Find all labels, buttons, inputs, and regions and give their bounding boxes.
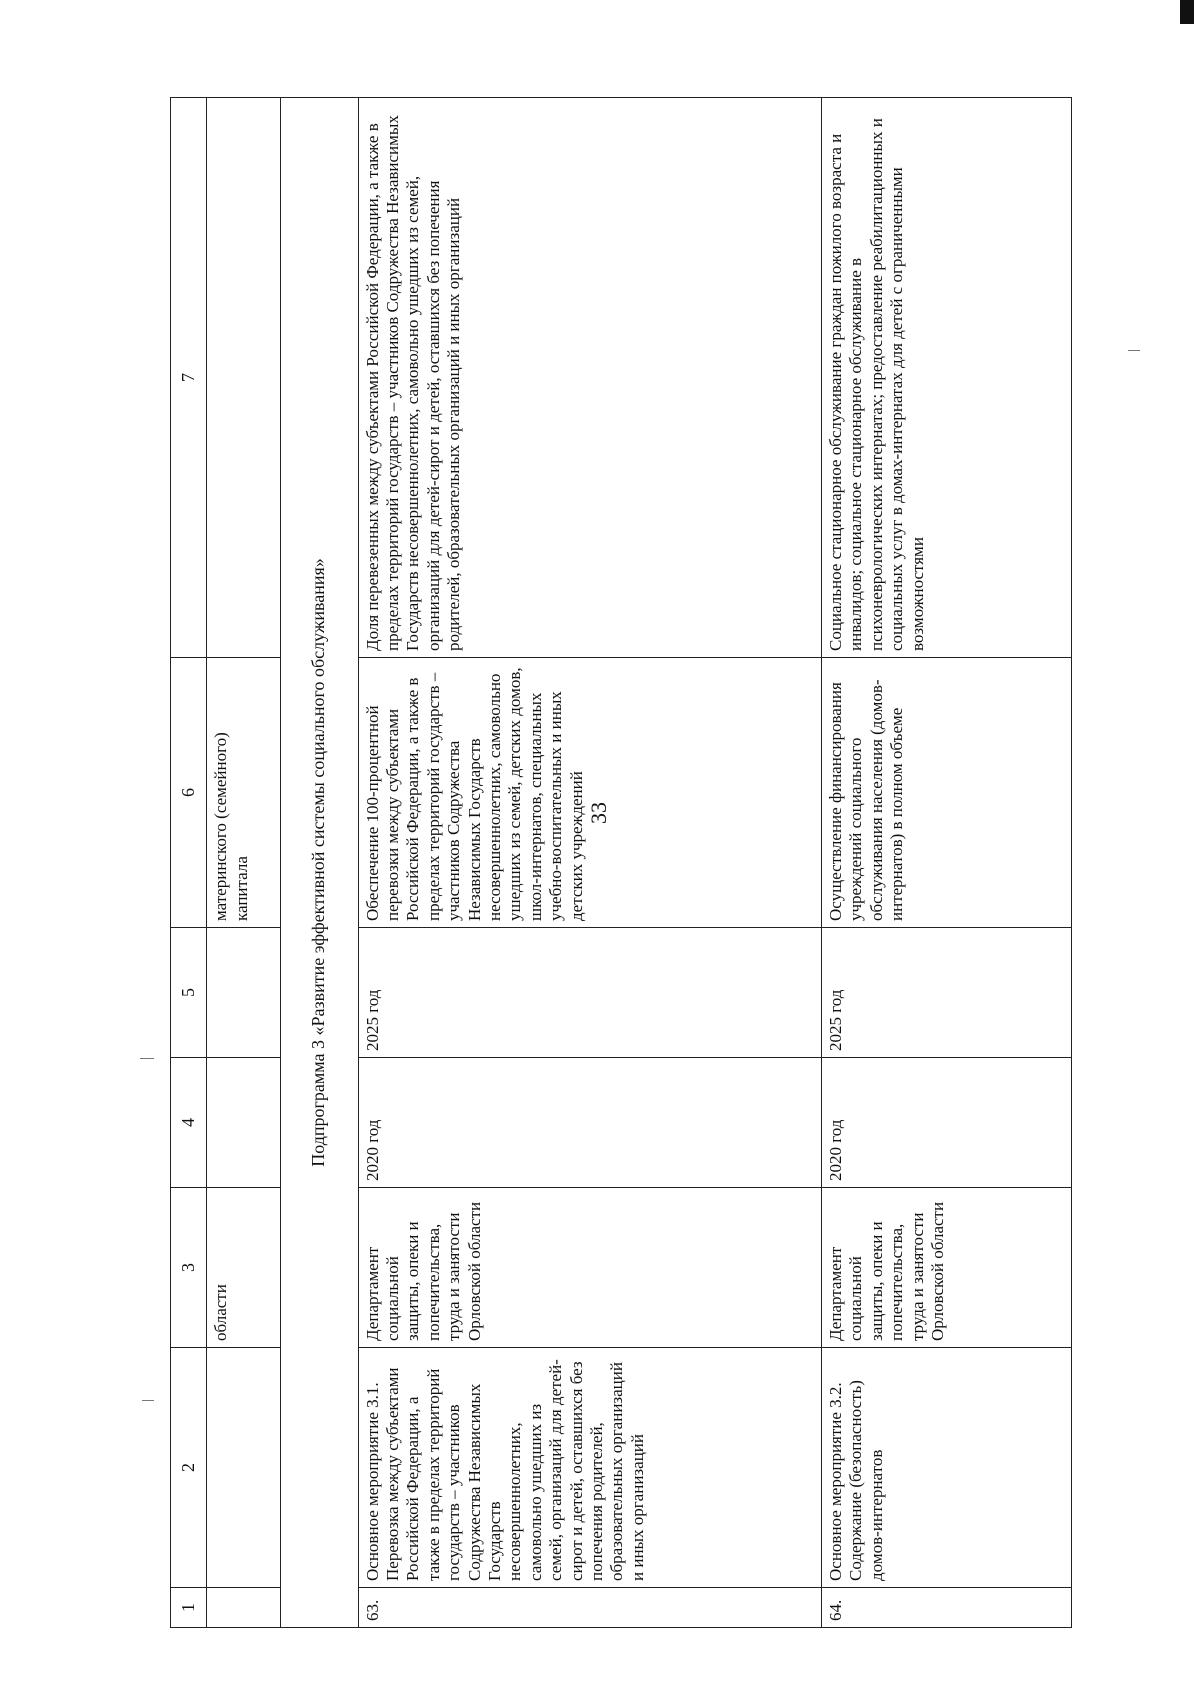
subprogram-row [280,98,358,1628]
table-cell [207,1058,281,1188]
executor-cell: Департамент социальной защиты, опеки и попечительства, труда и занятости Орловской области [358,1188,821,1348]
start-cell: 2020 год [358,1058,821,1188]
start-cell: 2020 год [822,1058,1072,1188]
header-cell: 6 [171,658,207,928]
scan-corner-mark [1180,0,1194,24]
result-cell: Осуществление финансирования учреждений социального обслуживания населения (домов-интернатов) в полном объеме [822,658,1072,928]
header-cell: 4 [171,1058,207,1188]
header-cell: 1 [171,1588,207,1628]
continuation-result: материнского (семейного) капитала [207,658,281,928]
page-number: 33 [586,802,611,824]
continuation-row [207,98,281,1628]
table-cell [207,98,281,658]
table-row [358,98,821,1628]
executor-cell: Департамент социальной защиты, опеки и попечительства, труда и занятости Орловской области [822,1188,1072,1348]
subprogram-title: Подпрограмма 3 «Развитие эффективной системы социального обслуживания» [280,98,358,1628]
rotated-table-container [170,98,1072,1628]
header-cell: 3 [171,1188,207,1348]
result-cell: Обеспечение 100-процентной перевозки между субъектами Российской Федерации, а также в пределах территорий государств – участников Содружества Независимых Государств несовершеннолетних, самовольно ушедших из семей, детских домов, школ-интернатов, специальных учебно-воспитательных и иных детских учреждений [358,658,821,928]
table-cell [207,1588,281,1628]
scan-speck [140,1058,154,1059]
row-number: 63. [358,1588,821,1628]
indicator-cell: Социальное стационарное обслуживание граждан пожилого возраста и инвалидов; социальное стационарное обслуживание в психоневрологических интернатах; предоставление реабилитационных и социальных услуг в домах-интернатах для детей с ограниченными возможностями [822,98,1072,658]
measures-table [170,97,1072,1628]
measure-cell: Основное мероприятие 3.2. Содержание (безопасность) домов-интернатов [822,1348,1072,1588]
header-cell: 5 [171,928,207,1058]
end-cell: 2025 год [822,928,1072,1058]
header-cell: 7 [171,98,207,658]
header-cell: 2 [171,1348,207,1588]
end-cell: 2025 год [358,928,821,1058]
table-cell [207,1348,281,1588]
scan-speck [1128,350,1140,351]
header-row [171,98,207,1628]
indicator-cell: Доля перевезенных между субъектами Российской Федерации, а также в пределах территорий государств – участников Содружества Независимых Государств несовершеннолетних, самовольно ушедших из семей, организаций для детей-сирот и детей, оставшихся без попечения родителей, образовательных организаций и иных организаций [358,98,821,658]
table-row [822,98,1072,1628]
continuation-executor: области [207,1188,281,1348]
measure-cell: Основное мероприятие 3.1. Перевозка между субъектами Российской Федерации, а также в пределах территорий государств – участников Содружества Независимых Государств несовершеннолетних, самовольно ушедших из семей, организаций для детей-сирот и детей, оставшихся без попечения родителей, образовательных организаций и иных организаций [358,1348,821,1588]
row-number: 64. [822,1588,1072,1628]
scan-speck [142,1400,154,1401]
table-cell [207,928,281,1058]
